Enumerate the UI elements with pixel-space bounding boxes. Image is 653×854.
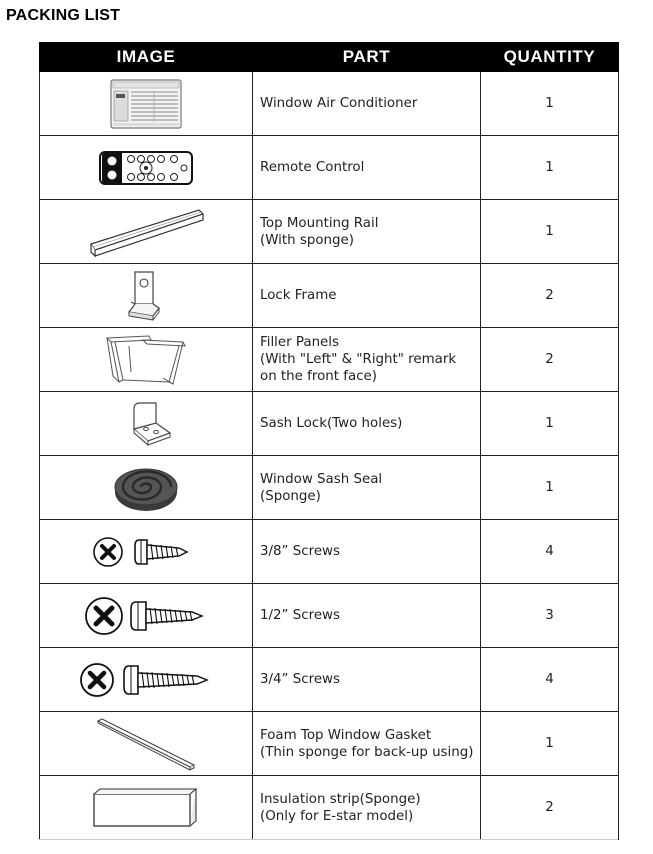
quantity-value: 4	[481, 648, 619, 712]
image-cell	[40, 136, 253, 200]
image-cell	[40, 648, 253, 712]
table-row	[40, 392, 619, 456]
image-cell	[40, 264, 253, 328]
quantity-value: 2	[481, 776, 619, 840]
lock-frame-icon	[123, 268, 169, 324]
screw-3-8-icon	[91, 532, 201, 572]
quantity-value: 2	[481, 328, 619, 392]
part-name: Window Air Conditioner	[253, 72, 481, 136]
page-divider	[39, 839, 618, 840]
table-row	[40, 136, 619, 200]
table-row	[40, 72, 619, 136]
insulation-strip-icon	[90, 786, 202, 830]
quantity-value: 1	[481, 712, 619, 776]
image-cell	[40, 456, 253, 520]
part-name: Lock Frame	[253, 264, 481, 328]
quantity-value: 4	[481, 520, 619, 584]
quantity-value: 1	[481, 456, 619, 520]
part-name: Insulation strip(Sponge) (Only for E-star model)	[253, 776, 481, 840]
image-cell	[40, 200, 253, 264]
table-row	[40, 648, 619, 712]
table-row	[40, 456, 619, 520]
image-cell	[40, 584, 253, 648]
page-title: PACKING LIST	[6, 7, 121, 24]
part-name: 3/4” Screws	[253, 648, 481, 712]
quantity-value: 1	[481, 200, 619, 264]
table-row	[40, 200, 619, 264]
table-header-row	[40, 43, 619, 72]
image-cell	[40, 520, 253, 584]
table-row	[40, 328, 619, 392]
part-name: Filler Panels (With "Left" & "Right" remark on the front face)	[253, 328, 481, 392]
part-name: 3/8” Screws	[253, 520, 481, 584]
quantity-value: 1	[481, 72, 619, 136]
screw-1-2-icon	[84, 594, 208, 638]
image-cell	[40, 392, 253, 456]
image-cell	[40, 776, 253, 840]
sash-lock-icon	[116, 399, 176, 449]
sash-seal-icon	[111, 462, 181, 514]
part-name: 1/2” Screws	[253, 584, 481, 648]
quantity-value: 3	[481, 584, 619, 648]
packing-list-table	[39, 42, 619, 840]
quantity-value: 2	[481, 264, 619, 328]
image-cell	[40, 72, 253, 136]
quantity-value: 1	[481, 136, 619, 200]
quantity-value: 1	[481, 392, 619, 456]
column-header-image: IMAGE	[40, 43, 253, 72]
table-row	[40, 520, 619, 584]
part-name: Foam Top Window Gasket (Thin sponge for back-up using)	[253, 712, 481, 776]
remote-control-icon	[98, 148, 194, 188]
top-mounting-rail-icon	[83, 204, 209, 260]
column-header-quantity: QUANTITY	[481, 43, 619, 72]
image-cell	[40, 712, 253, 776]
table-row	[40, 776, 619, 840]
image-cell	[40, 328, 253, 392]
part-name: Window Sash Seal (Sponge)	[253, 456, 481, 520]
column-header-part: PART	[253, 43, 481, 72]
part-name: Remote Control	[253, 136, 481, 200]
foam-gasket-icon	[94, 715, 198, 773]
filler-panels-icon	[103, 332, 189, 388]
table-row	[40, 584, 619, 648]
window-air-conditioner-icon	[109, 78, 183, 130]
screw-3-4-icon	[79, 659, 213, 701]
table-row	[40, 264, 619, 328]
part-name: Sash Lock(Two holes)	[253, 392, 481, 456]
part-name: Top Mounting Rail (With sponge)	[253, 200, 481, 264]
table-row	[40, 712, 619, 776]
